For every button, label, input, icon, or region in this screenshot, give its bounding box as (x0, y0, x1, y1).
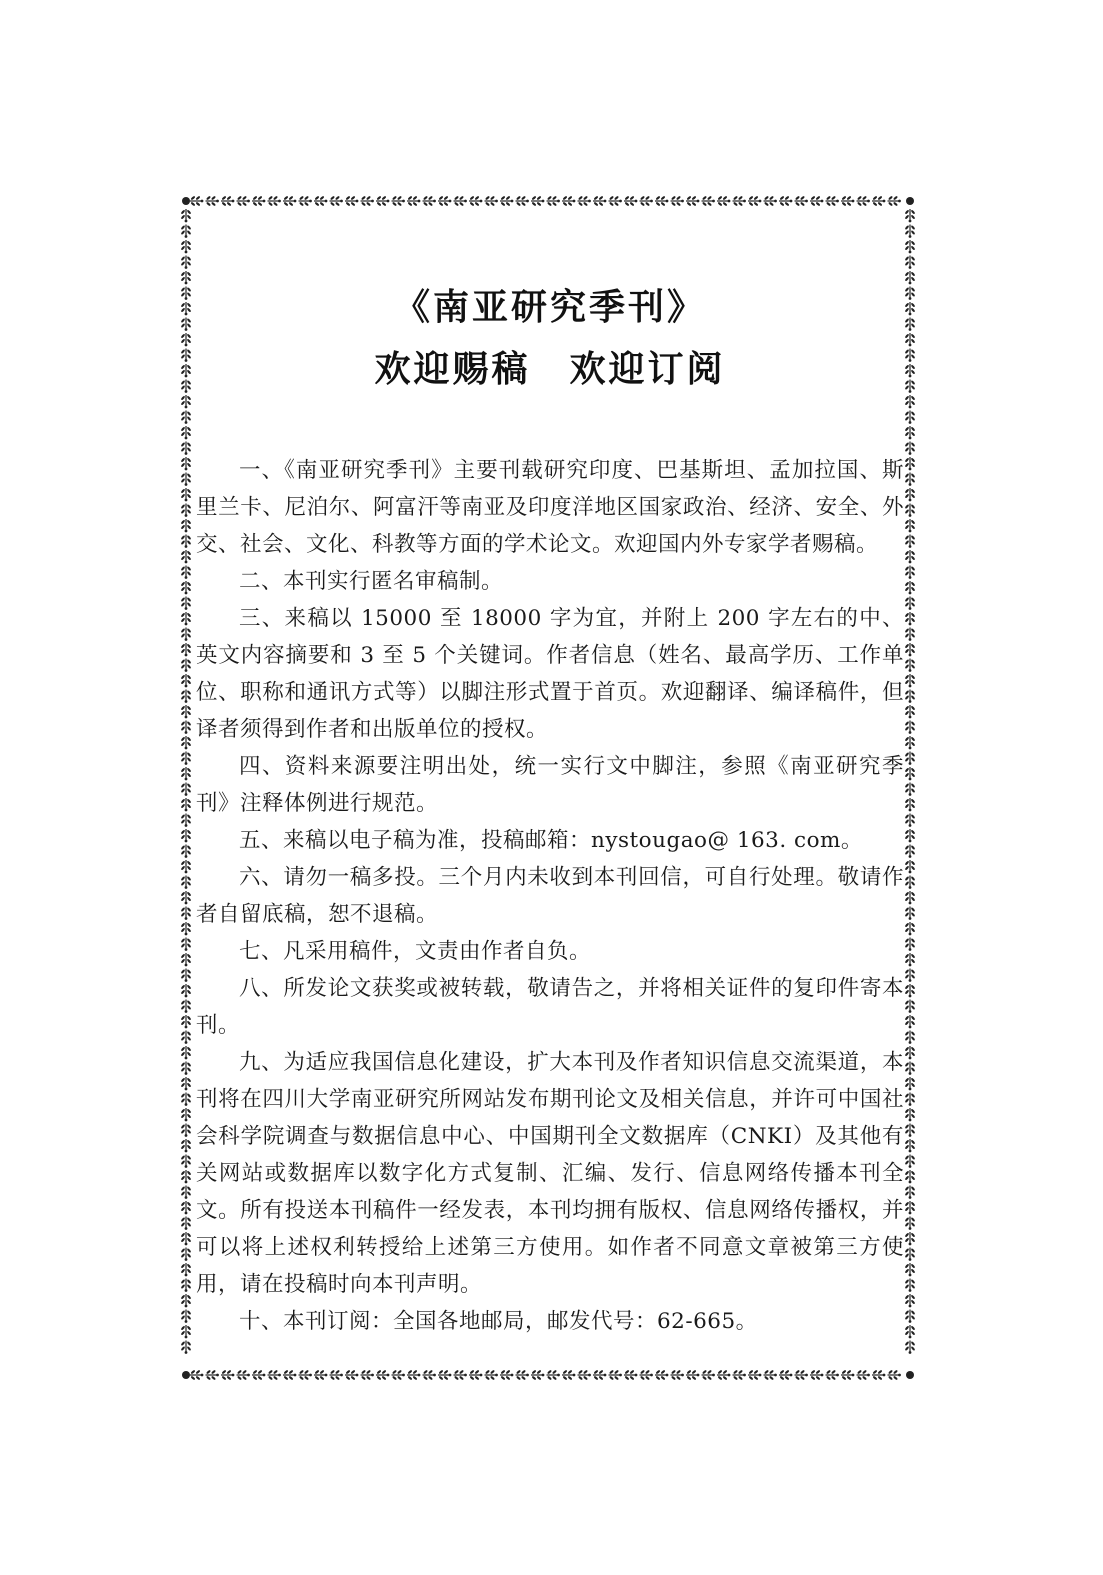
floral-sprig-icon (181, 1046, 192, 1059)
floral-sprig-icon (905, 814, 916, 827)
floral-sprig-icon (181, 1263, 192, 1276)
floral-sprig-icon (438, 1370, 451, 1381)
floral-sprig-icon (905, 829, 916, 842)
floral-sprig-icon (905, 659, 916, 672)
floral-sprig-icon (181, 395, 192, 408)
floral-sprig-icon (905, 1263, 916, 1276)
floral-sprig-icon (181, 426, 192, 439)
floral-sprig-icon (181, 907, 192, 920)
floral-sprig-icon (609, 196, 622, 207)
floral-sprig-icon (299, 1370, 312, 1381)
floral-sprig-icon (905, 550, 916, 563)
floral-sprig-icon (181, 318, 192, 331)
floral-sprig-icon (181, 922, 192, 935)
floral-sprig-icon (181, 938, 192, 951)
floral-sprig-icon (810, 1370, 823, 1381)
floral-sprig-icon (181, 597, 192, 610)
floral-sprig-icon (330, 1370, 343, 1381)
floral-sprig-icon (640, 196, 653, 207)
floral-sprig-icon (905, 752, 916, 765)
floral-sprig-icon (655, 196, 668, 207)
floral-sprig-icon (905, 1077, 916, 1090)
floral-sprig-icon (905, 612, 916, 625)
floral-sprig-icon (905, 1155, 916, 1168)
floral-sprig-icon (181, 364, 192, 377)
floral-sprig-icon (181, 225, 192, 238)
floral-sprig-icon (361, 196, 374, 207)
floral-sprig-icon (609, 1370, 622, 1381)
floral-sprig-icon (905, 891, 916, 904)
floral-sprig-icon (181, 1341, 192, 1354)
floral-sprig-icon (190, 1370, 203, 1381)
floral-sprig-icon (181, 349, 192, 362)
floral-sprig-icon (905, 1217, 916, 1230)
floral-sprig-icon (181, 1217, 192, 1230)
floral-sprig-icon (905, 1000, 916, 1013)
floral-sprig-icon (905, 736, 916, 749)
floral-sprig-icon (905, 1124, 916, 1137)
floral-sprig-icon (181, 984, 192, 997)
paragraph-3: 三、来稿以 15000 至 18000 字为宜，并附上 200 字左右的中、英文内容摘要和 3 至 5 个关键词。作者信息（姓名、最高学历、工作单位、职称和通讯方式等）以脚注形式置于首页。欢迎翻译、编译稿件，但译者须得到作者和出版单位的授权。 (196, 606, 904, 742)
corner-ornament-icon (182, 197, 190, 205)
floral-sprig-icon (702, 196, 715, 207)
floral-sprig-icon (181, 953, 192, 966)
floral-sprig-icon (181, 209, 192, 222)
floral-sprig-icon (181, 736, 192, 749)
floral-sprig-icon (795, 1370, 808, 1381)
floral-sprig-icon (717, 196, 730, 207)
floral-sprig-icon (779, 1370, 792, 1381)
floral-sprig-icon (181, 1031, 192, 1044)
floral-sprig-icon (578, 196, 591, 207)
floral-sprig-icon (181, 271, 192, 284)
floral-sprig-icon (640, 1370, 653, 1381)
floral-sprig-icon (181, 1201, 192, 1214)
floral-sprig-icon (905, 566, 916, 579)
floral-sprig-icon (181, 380, 192, 393)
floral-sprig-icon (221, 196, 234, 207)
floral-sprig-icon (562, 196, 575, 207)
floral-sprig-icon (181, 1062, 192, 1075)
floral-sprig-icon (469, 196, 482, 207)
floral-sprig-icon (905, 783, 916, 796)
floral-sprig-icon (905, 984, 916, 997)
floral-sprig-icon (826, 196, 839, 207)
floral-sprig-icon (717, 1370, 730, 1381)
floral-sprig-icon (702, 1370, 715, 1381)
floral-sprig-icon (905, 535, 916, 548)
floral-sprig-icon (181, 705, 192, 718)
floral-sprig-icon (454, 196, 467, 207)
floral-sprig-icon (181, 798, 192, 811)
floral-sprig-icon (345, 196, 358, 207)
floral-sprig-icon (905, 705, 916, 718)
floral-sprig-icon (905, 628, 916, 641)
floral-sprig-icon (181, 457, 192, 470)
floral-sprig-icon (905, 1062, 916, 1075)
floral-sprig-icon (500, 196, 513, 207)
floral-sprig-icon (221, 1370, 234, 1381)
floral-sprig-icon (423, 1370, 436, 1381)
floral-sprig-icon (181, 659, 192, 672)
floral-sprig-icon (857, 1370, 870, 1381)
floral-sprig-icon (283, 196, 296, 207)
floral-sprig-icon (181, 287, 192, 300)
corner-ornament-icon (906, 197, 914, 205)
floral-sprig-icon (888, 1370, 901, 1381)
floral-sprig-icon (181, 783, 192, 796)
floral-sprig-icon (841, 1370, 854, 1381)
floral-sprig-icon (905, 504, 916, 517)
floral-sprig-icon (578, 1370, 591, 1381)
floral-sprig-icon (826, 1370, 839, 1381)
floral-sprig-icon (905, 860, 916, 873)
floral-sprig-icon (905, 907, 916, 920)
floral-sprig-icon (392, 196, 405, 207)
floral-sprig-icon (181, 1279, 192, 1292)
notice-paragraphs (196, 452, 904, 1340)
paragraph-2: 二、本刊实行匿名审稿制。 (239, 569, 504, 594)
floral-sprig-icon (252, 196, 265, 207)
floral-sprig-icon (593, 196, 606, 207)
floral-sprig-icon (299, 196, 312, 207)
paragraph-4: 四、资料来源要注明出处，统一实行文中脚注，参照《南亚研究季刊》注释体例进行规范。 (196, 754, 904, 816)
page-subtitle: 欢迎赐稿 欢迎订阅 (374, 349, 726, 390)
floral-sprig-icon (181, 256, 192, 269)
floral-sprig-icon (857, 196, 870, 207)
floral-sprig-icon (795, 196, 808, 207)
floral-sprig-icon (376, 1370, 389, 1381)
floral-sprig-icon (905, 519, 916, 532)
floral-sprig-icon (905, 767, 916, 780)
floral-sprig-icon (905, 395, 916, 408)
floral-sprig-icon (905, 922, 916, 935)
floral-sprig-icon (905, 643, 916, 656)
floral-sprig-icon (314, 1370, 327, 1381)
floral-sprig-icon (376, 196, 389, 207)
floral-sprig-icon (237, 1370, 250, 1381)
floral-sprig-icon (905, 938, 916, 951)
floral-sprig-icon (888, 196, 901, 207)
page-title: 《南亚研究季刊》 (393, 287, 706, 328)
floral-sprig-icon (905, 333, 916, 346)
floral-sprig-icon (905, 581, 916, 594)
notice-content (196, 282, 904, 1340)
paragraph-8: 八、所发论文获奖或被转载，敬请告之，并将相关证件的复印件寄本刊。 (196, 976, 904, 1038)
corner-ornament-icon (906, 1371, 914, 1379)
floral-sprig-icon (905, 349, 916, 362)
floral-sprig-icon (841, 196, 854, 207)
floral-sprig-icon (905, 690, 916, 703)
floral-sprig-icon (438, 196, 451, 207)
floral-sprig-icon (905, 969, 916, 982)
floral-sprig-icon (454, 1370, 467, 1381)
floral-sprig-icon (181, 1325, 192, 1338)
floral-sprig-icon (181, 1077, 192, 1090)
floral-sprig-icon (779, 196, 792, 207)
floral-sprig-icon (905, 1232, 916, 1245)
floral-sprig-icon (181, 1155, 192, 1168)
floral-sprig-icon (181, 628, 192, 641)
floral-sprig-icon (671, 196, 684, 207)
paragraph-1: 一、《南亚研究季刊》主要刊载研究印度、巴基斯坦、孟加拉国、斯里兰卡、尼泊尔、阿富汗等南亚及印度洋地区国家政治、经济、安全、外交、社会、文化、科教等方面的学术论文。欢迎国内外专家学者赐稿。 (196, 458, 904, 557)
floral-sprig-icon (516, 1370, 529, 1381)
floral-sprig-icon (905, 674, 916, 687)
floral-sprig-icon (905, 411, 916, 424)
floral-sprig-icon (181, 814, 192, 827)
floral-sprig-icon (905, 240, 916, 253)
floral-sprig-icon (905, 1294, 916, 1307)
floral-sprig-icon (905, 1046, 916, 1059)
floral-sprig-icon (181, 721, 192, 734)
floral-sprig-icon (423, 196, 436, 207)
floral-sprig-icon (283, 1370, 296, 1381)
paragraph-9: 九、为适应我国信息化建设，扩大本刊及作者知识信息交流渠道，本刊将在四川大学南亚研究所网站发布期刊论文及相关信息，并许可中国社会科学院调查与数据信息中心、中国期刊全文数据库（CNKI）及其他有关网站或数据库以数字化方式复制、汇编、发行、信息网络传播本刊全文。所有投送本刊稿件一经发表，本刊均拥有版权、信息网络传播权，并可以将上述权利转授给上述第三方使用。如作者不同意文章被第三方使用，请在投稿时向本刊声明。 (196, 1050, 904, 1297)
floral-sprig-icon (905, 1031, 916, 1044)
floral-sprig-icon (872, 196, 885, 207)
floral-sprig-icon (810, 196, 823, 207)
floral-sprig-icon (181, 845, 192, 858)
floral-sprig-icon (905, 287, 916, 300)
floral-sprig-icon (181, 240, 192, 253)
floral-sprig-icon (181, 473, 192, 486)
floral-sprig-icon (905, 473, 916, 486)
floral-sprig-icon (181, 829, 192, 842)
floral-sprig-icon (345, 1370, 358, 1381)
floral-sprig-icon (905, 1201, 916, 1214)
floral-sprig-icon (905, 1279, 916, 1292)
floral-sprig-icon (905, 1108, 916, 1121)
floral-sprig-icon (181, 1000, 192, 1013)
corner-ornament-icon (182, 1371, 190, 1379)
floral-sprig-icon (206, 1370, 219, 1381)
floral-sprig-icon (593, 1370, 606, 1381)
floral-sprig-icon (562, 1370, 575, 1381)
floral-sprig-icon (905, 380, 916, 393)
floral-sprig-icon (905, 209, 916, 222)
floral-sprig-icon (181, 1294, 192, 1307)
floral-sprig-icon (905, 426, 916, 439)
floral-sprig-icon (905, 1248, 916, 1261)
floral-sprig-icon (872, 1370, 885, 1381)
floral-sprig-icon (748, 196, 761, 207)
floral-sprig-icon (905, 1093, 916, 1106)
floral-sprig-icon (905, 876, 916, 889)
floral-sprig-icon (181, 767, 192, 780)
floral-sprig-icon (905, 597, 916, 610)
floral-sprig-icon (905, 457, 916, 470)
floral-sprig-icon (500, 1370, 513, 1381)
floral-sprig-icon (181, 442, 192, 455)
floral-sprig-icon (905, 1310, 916, 1323)
floral-sprig-icon (485, 1370, 498, 1381)
floral-sprig-icon (181, 504, 192, 517)
floral-sprig-icon (181, 876, 192, 889)
floral-sprig-icon (905, 1139, 916, 1152)
floral-sprig-icon (181, 1093, 192, 1106)
floral-sprig-icon (181, 1170, 192, 1183)
floral-sprig-icon (905, 271, 916, 284)
floral-sprig-icon (314, 196, 327, 207)
floral-sprig-icon (181, 550, 192, 563)
floral-sprig-icon (181, 752, 192, 765)
floral-sprig-icon (181, 535, 192, 548)
floral-sprig-icon (181, 333, 192, 346)
floral-sprig-icon (407, 1370, 420, 1381)
paragraph-5: 五、来稿以电子稿为准，投稿邮箱：nystougao@ 163. com。 (239, 828, 863, 853)
floral-sprig-icon (392, 1370, 405, 1381)
floral-sprig-icon (748, 1370, 761, 1381)
floral-sprig-icon (181, 1186, 192, 1199)
floral-sprig-icon (624, 196, 637, 207)
floral-sprig-icon (905, 225, 916, 238)
floral-sprig-icon (516, 196, 529, 207)
floral-sprig-icon (624, 1370, 637, 1381)
floral-sprig-icon (181, 1232, 192, 1245)
floral-sprig-icon (181, 690, 192, 703)
floral-sprig-icon (905, 256, 916, 269)
floral-sprig-icon (181, 674, 192, 687)
floral-sprig-icon (268, 1370, 281, 1381)
floral-sprig-icon (905, 845, 916, 858)
floral-sprig-icon (237, 196, 250, 207)
floral-sprig-icon (181, 566, 192, 579)
floral-sprig-icon (905, 721, 916, 734)
floral-sprig-icon (181, 1108, 192, 1121)
floral-sprig-icon (671, 1370, 684, 1381)
floral-sprig-icon (531, 1370, 544, 1381)
floral-sprig-icon (764, 1370, 777, 1381)
floral-sprig-icon (181, 891, 192, 904)
floral-sprig-icon (905, 318, 916, 331)
floral-sprig-icon (905, 798, 916, 811)
floral-sprig-icon (485, 196, 498, 207)
floral-sprig-icon (181, 860, 192, 873)
floral-sprig-icon (905, 953, 916, 966)
floral-sprig-icon (268, 196, 281, 207)
floral-sprig-icon (330, 196, 343, 207)
floral-sprig-icon (655, 1370, 668, 1381)
floral-sprig-icon (905, 1341, 916, 1354)
floral-sprig-icon (686, 196, 699, 207)
floral-sprig-icon (531, 196, 544, 207)
floral-sprig-icon (686, 1370, 699, 1381)
floral-sprig-icon (905, 1170, 916, 1183)
floral-sprig-icon (905, 1015, 916, 1028)
floral-sprig-icon (181, 643, 192, 656)
floral-sprig-icon (181, 1015, 192, 1028)
floral-sprig-icon (547, 1370, 560, 1381)
floral-sprig-icon (905, 1325, 916, 1338)
floral-sprig-icon (905, 302, 916, 315)
floral-sprig-icon (181, 1139, 192, 1152)
floral-sprig-icon (181, 1248, 192, 1261)
floral-sprig-icon (181, 519, 192, 532)
floral-sprig-icon (181, 612, 192, 625)
floral-sprig-icon (905, 364, 916, 377)
floral-sprig-icon (905, 442, 916, 455)
floral-sprig-icon (469, 1370, 482, 1381)
floral-sprig-icon (181, 488, 192, 501)
floral-sprig-icon (905, 1186, 916, 1199)
floral-sprig-icon (206, 196, 219, 207)
floral-sprig-icon (181, 411, 192, 424)
floral-sprig-icon (252, 1370, 265, 1381)
floral-sprig-icon (764, 196, 777, 207)
floral-sprig-icon (407, 196, 420, 207)
floral-sprig-icon (547, 196, 560, 207)
floral-sprig-icon (181, 302, 192, 315)
paragraph-6: 六、请勿一稿多投。三个月内未收到本刊回信，可自行处理。敬请作者自留底稿，恕不退稿。 (196, 865, 904, 927)
floral-sprig-icon (181, 1310, 192, 1323)
floral-sprig-icon (361, 1370, 374, 1381)
paragraph-10: 十、本刊订阅：全国各地邮局，邮发代号：62-665。 (239, 1309, 758, 1334)
floral-sprig-icon (190, 196, 203, 207)
floral-sprig-icon (181, 1124, 192, 1137)
paragraph-7: 七、凡采用稿件，文责由作者自负。 (239, 939, 592, 964)
floral-sprig-icon (905, 488, 916, 501)
floral-sprig-icon (733, 196, 746, 207)
floral-sprig-icon (181, 581, 192, 594)
floral-sprig-icon (733, 1370, 746, 1381)
floral-sprig-icon (181, 969, 192, 982)
